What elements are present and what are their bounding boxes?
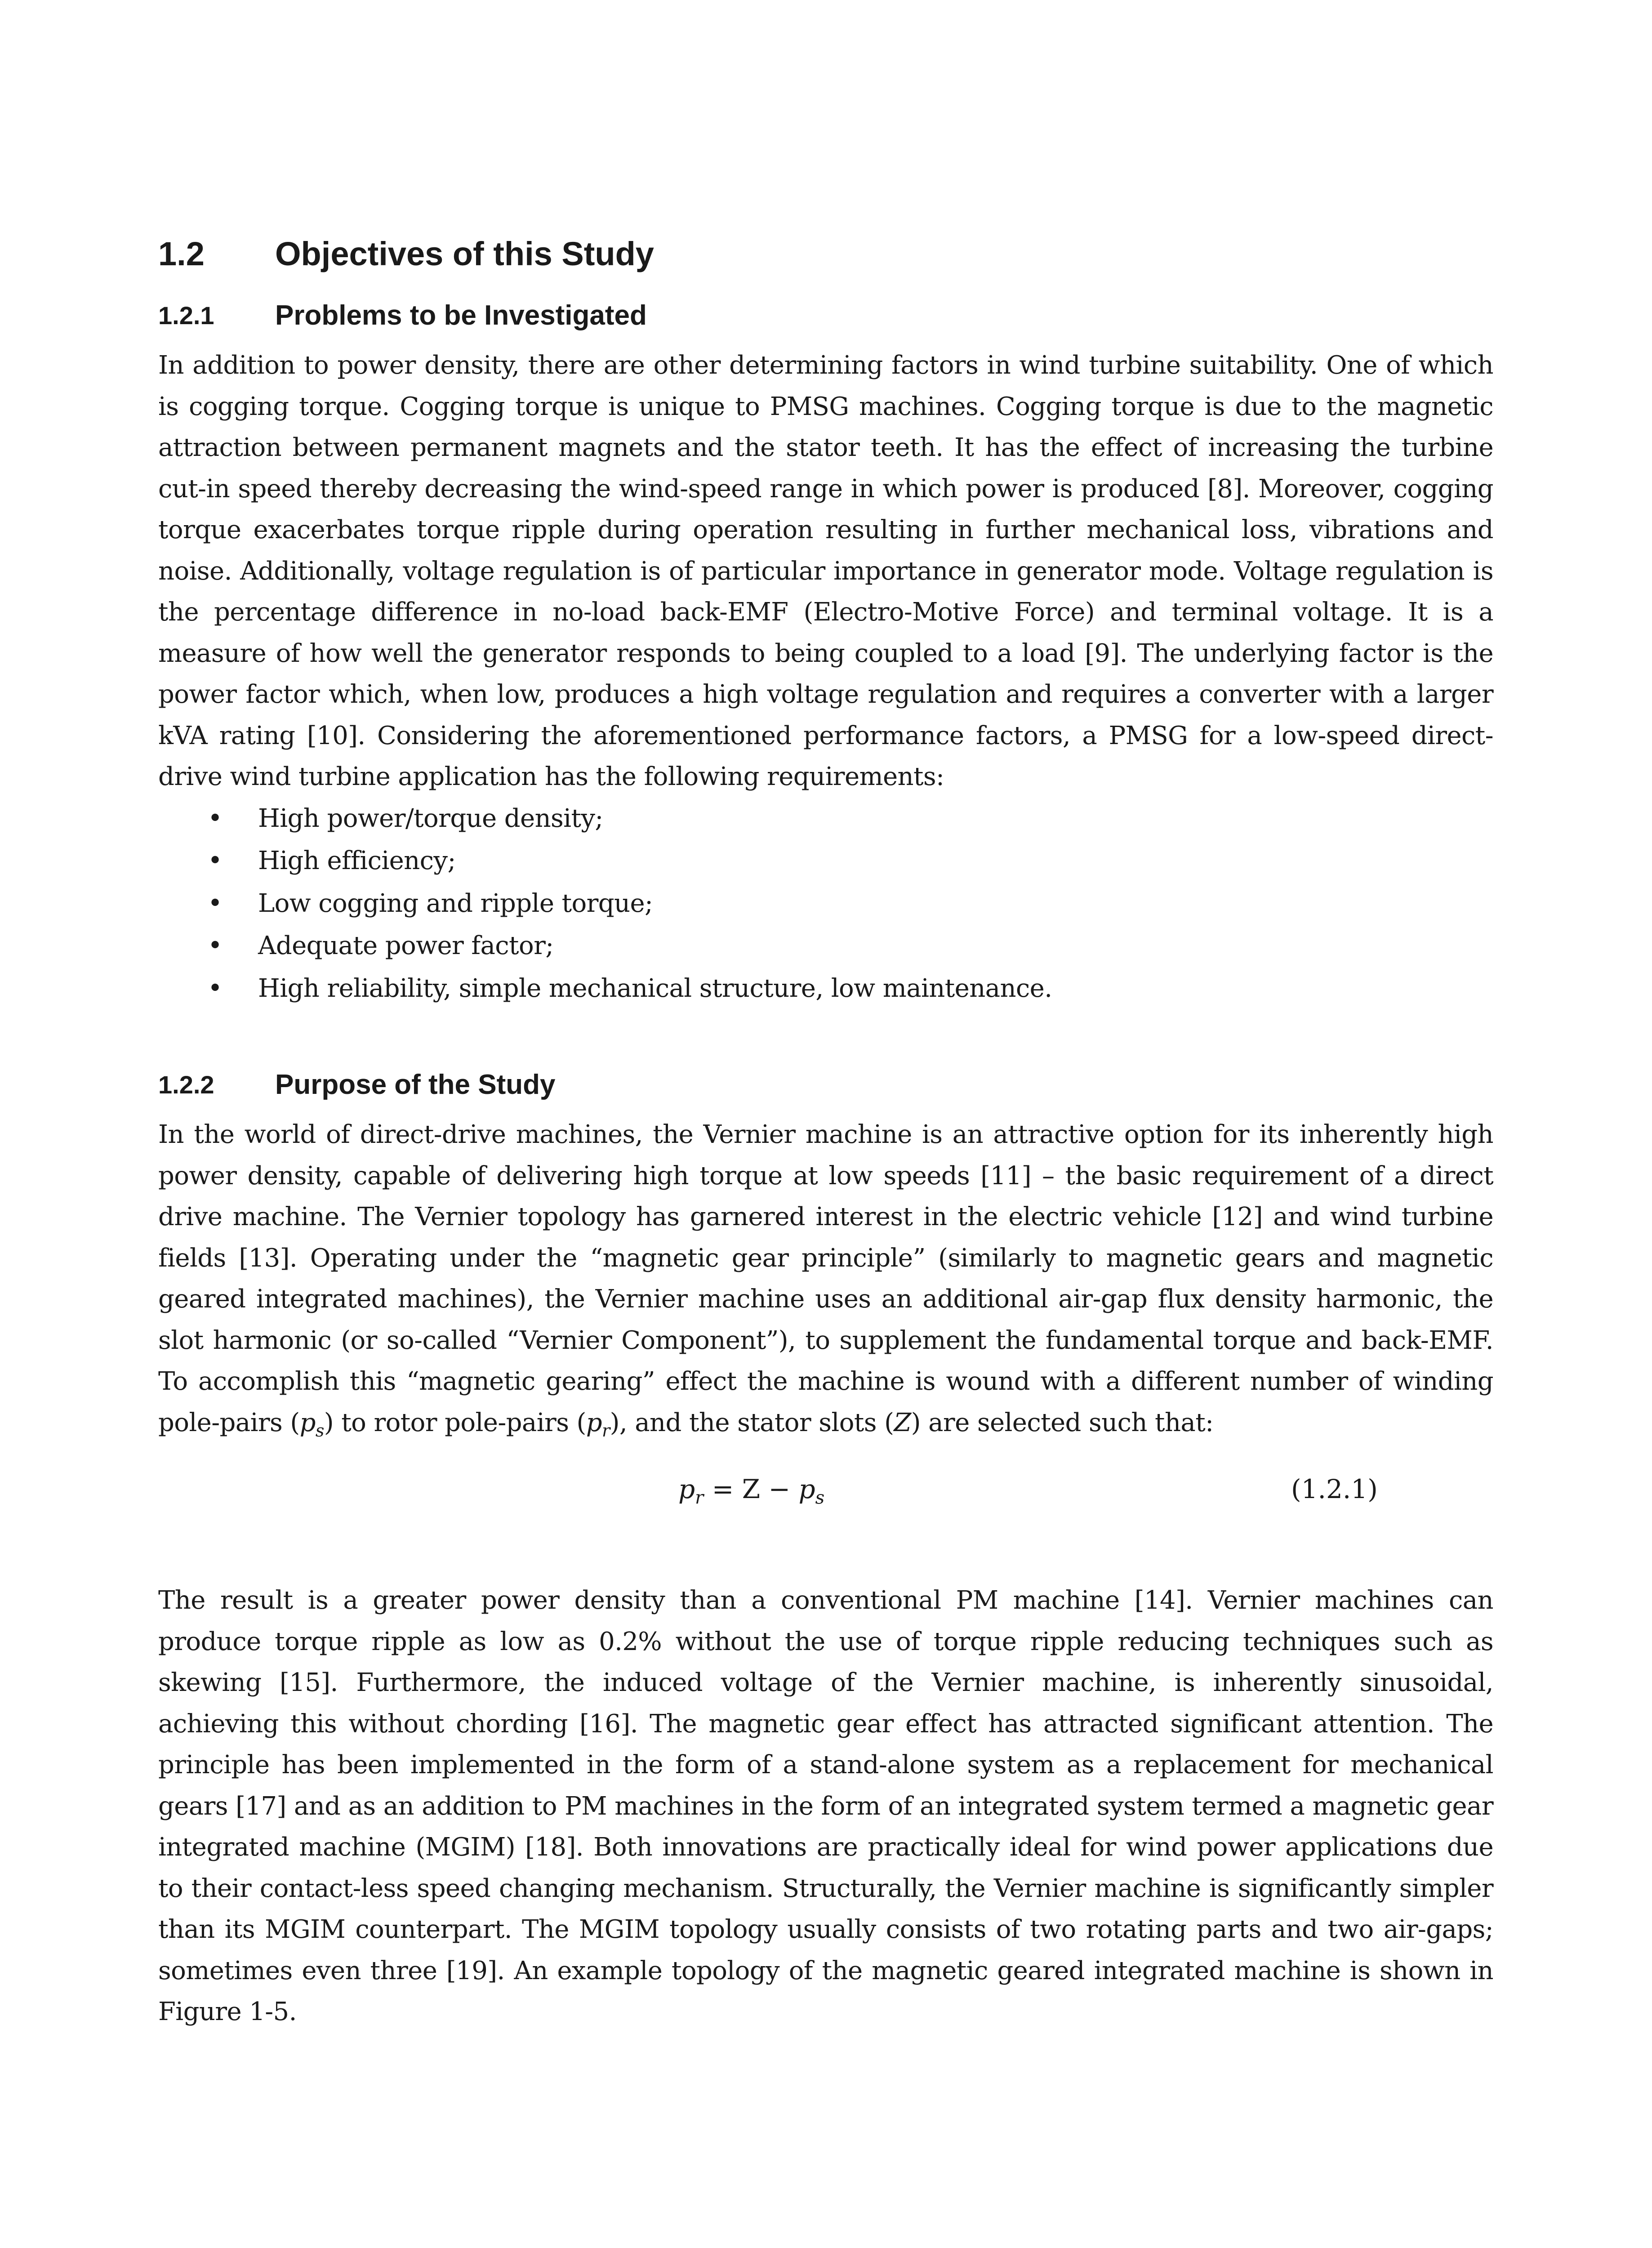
requirements-list xyxy=(158,798,1493,1010)
subsection-number: 1.2.1 xyxy=(158,301,214,330)
list-item-text: High power/torque density; xyxy=(258,803,603,833)
math-ps: $p_s$ xyxy=(299,1408,324,1441)
list-item xyxy=(158,968,1493,1010)
equation-number: (1.2.1) xyxy=(1291,1474,1378,1505)
list-item-text: High efficiency; xyxy=(258,846,456,875)
subsection-number: 1.2.2 xyxy=(158,1070,214,1099)
equation: $p_r = Z - p_s$ xyxy=(678,1474,825,1508)
page-content xyxy=(158,232,1493,2033)
bullet-icon: • xyxy=(208,973,223,1003)
equation-row xyxy=(158,1474,1493,1522)
result-paragraph: The result is a greater power density than a conventional PM machine [14]. Vernier machines can produce torque ripple as low as 0.2% without the use of torque ripple reducing techniques such as skewing [15]. Furthermore, the induced voltage of the Vernier machine, is inherently sinusoidal, achieving this without chording [16]. The magnetic gear effect has attracted significant attention. The principle has been implemented in the form of a stand-alone system as a replacement for mechanical gears [17] and as an addition to PM machines in the form of an integrated system termed a magnetic gear integrated machine (MGIM) [18]. Both innovations are practically ideal for wind power applications due to their contact-less speed changing mechanism. Structurally, the Vernier machine is significantly simpler than its MGIM counterpart. The MGIM topology usually consists of two rotating parts and two air-gaps; sometimes even three [19]. An example topology of the magnetic geared integrated machine is shown in Figure 1-5. xyxy=(158,1586,1493,2027)
bullet-icon: • xyxy=(208,846,223,875)
bullet-icon: • xyxy=(208,803,223,833)
list-item xyxy=(158,925,1493,968)
section-title: Objectives of this Study xyxy=(275,235,654,272)
subsection-heading-problems xyxy=(158,295,1493,336)
section-number: 1.2 xyxy=(158,235,205,272)
bullet-icon: • xyxy=(208,888,223,918)
subsection-heading-purpose xyxy=(158,1065,1493,1105)
purpose-paragraph: In the world of direct-drive machines, the Vernier machine is an attractive option for its inherently high power density, capable of delivering high torque at low speeds [11] – the basic requirement of a direct drive machine. The Vernier topology has garnered interest in the electric vehicle [12] and wind turbine fields [13]. Operating under the “magnetic gear principle” (similarly to magnetic gears and magnetic geared integrated machines), the Vernier machine uses an additional air-gap flux density harmonic, the slot harmonic (or so-called “Vernier Component”), to supplement the fundamental torque and back-EMF. To accomplish this “magnetic gearing” effect the machine is wound with a different number of winding pole-pairs $(p_s)$ to rotor pole-pairs $(p_r)$, and the stator slots (Z) are selected such that: xyxy=(158,1120,1493,1441)
list-item xyxy=(158,798,1493,840)
math-z: Z xyxy=(894,1408,911,1437)
section-heading xyxy=(158,232,1493,277)
list-item-text: Adequate power factor; xyxy=(258,931,554,960)
problems-paragraph: In addition to power density, there are other determining factors in wind turbine suitability. One of which is cogging torque. Cogging torque is unique to PMSG machines. Cogging torque is due to the magnetic attraction between permanent magnets and the stator teeth. It has the effect of increasing the turbine cut-in speed thereby decreasing the wind-speed range in which power is produced [8]. Moreover, cogging torque exacerbates torque ripple during operation resulting in further mechanical loss, vibrations and noise. Additionally, voltage regulation is of particular importance in generator mode. Voltage regulation is the percentage difference in no-load back-EMF (Electro-Motive Force) and terminal voltage. It is a measure of how well the generator responds to being coupled to a load [9]. The underlying factor is the power factor which, when low, produces a high voltage regulation and requires a converter with a larger kVA rating [10]. Considering the aforementioned performance factors, a PMSG for a low-speed direct-drive wind turbine application has the following requirements: xyxy=(158,351,1493,791)
list-item-text: High reliability, simple mechanical structure, low maintenance. xyxy=(258,973,1052,1003)
subsection-title: Problems to be Investigated xyxy=(275,300,647,331)
list-item-text: Low cogging and ripple torque; xyxy=(258,888,653,918)
math-pr: $p_r$ xyxy=(586,1408,610,1441)
list-item xyxy=(158,840,1493,883)
bullet-icon: • xyxy=(208,931,223,960)
subsection-title: Purpose of the Study xyxy=(275,1069,556,1100)
list-item xyxy=(158,883,1493,925)
